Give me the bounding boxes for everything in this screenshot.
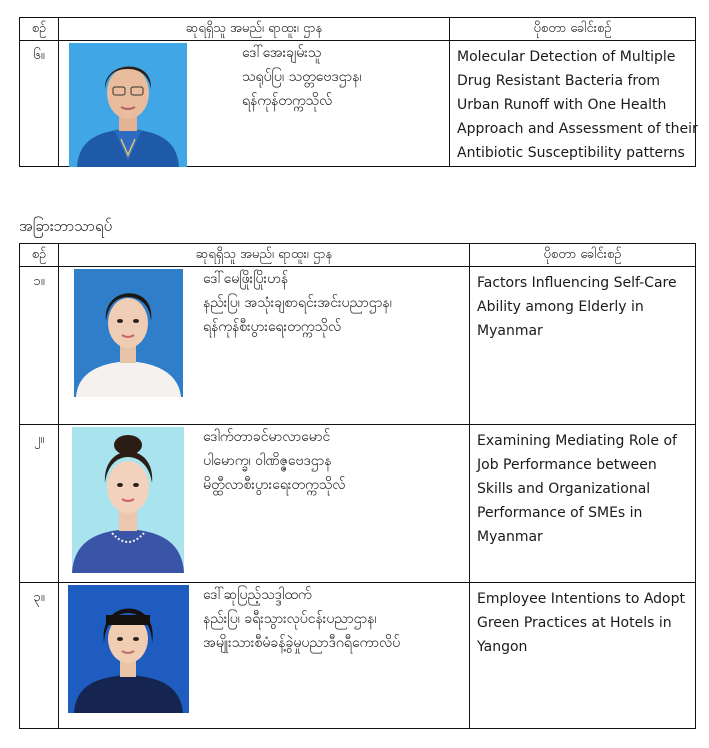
person-cell xyxy=(59,267,470,425)
person-name: ဒေါ်အေးချမ်းသူ xyxy=(242,45,322,61)
person-cell xyxy=(59,41,450,167)
person-position: သရုပ်ပြ၊ သတ္တဗေဒဌာန၊ xyxy=(242,69,362,85)
person-photo xyxy=(68,585,189,713)
person-organization: အမျိုးသားစီမံခန့်ခွဲမှုပညာဒီဂရီကောလိပ် xyxy=(203,635,401,651)
title-line: Myanmar xyxy=(477,529,543,545)
title-line: Urban Runoff with One Health xyxy=(457,97,667,113)
person-position: နည်းပြ၊ ခရီးသွားလုပ်ငန်းပညာဌာန၊ xyxy=(203,611,377,627)
title-line: Yangon xyxy=(477,639,528,655)
awards-table-2 xyxy=(19,243,696,729)
table-row xyxy=(20,41,696,167)
person-cell xyxy=(59,583,470,729)
poster-title xyxy=(470,425,696,583)
table-header-row xyxy=(20,244,696,267)
section-heading: အခြားဘာသာရပ် xyxy=(19,217,113,235)
table-row xyxy=(20,267,696,425)
title-line: Employee Intentions to Adopt xyxy=(477,591,685,607)
person-position: ပါမောက္ခ၊ ဝါဏိဇ္ဇဗေဒဌာန xyxy=(203,453,332,469)
person-organization: မိတ္ထီလာစီးပွားရေးတက္ကသိုလ် xyxy=(203,477,346,493)
person-organization: ရန်ကုန်တက္ကသိုလ် xyxy=(242,93,333,109)
header-title: ပိုစတာ ခေါင်းစဉ် xyxy=(470,244,696,267)
header-no: စဉ် xyxy=(20,244,59,267)
table-header-row xyxy=(20,18,696,41)
title-line: Examining Mediating Role of xyxy=(477,433,677,449)
row-number: ၆။ xyxy=(20,41,59,167)
row-number: ၂။ xyxy=(20,425,59,583)
title-line: Approach and Assessment of their xyxy=(457,121,698,137)
title-line: Green Practices at Hotels in xyxy=(477,615,672,631)
person-photo xyxy=(72,427,184,573)
poster-title xyxy=(470,267,696,425)
person-photo xyxy=(69,43,187,167)
row-number: ၁။ xyxy=(20,267,59,425)
row-number: ၃။ xyxy=(20,583,59,729)
person-name: ဒေါက်တာခင်မာလာမောင် xyxy=(203,429,331,445)
title-line: Performance of SMEs in xyxy=(477,505,643,521)
title-line: Myanmar xyxy=(477,323,543,339)
title-line: Molecular Detection of Multiple xyxy=(457,49,676,65)
table-row xyxy=(20,425,696,583)
title-line: Ability among Elderly in xyxy=(477,299,644,315)
header-person: ဆုရရှိသူ အမည်၊ ရာထူး၊ ဌာန xyxy=(59,18,450,41)
title-line: Antibiotic Susceptibility patterns xyxy=(457,145,685,161)
title-line: Skills and Organizational xyxy=(477,481,651,497)
header-person: ဆုရရှိသူ အမည်၊ ရာထူး၊ ဌာန xyxy=(59,244,470,267)
person-position: နည်းပြ၊ အသုံးချစာရင်းအင်းပညာဌာန၊ xyxy=(203,295,392,311)
title-line: Factors Influencing Self-Care xyxy=(477,275,677,291)
header-title: ပိုစတာ ခေါင်းစဉ် xyxy=(450,18,696,41)
poster-title xyxy=(470,583,696,729)
person-cell xyxy=(59,425,470,583)
title-line: Job Performance between xyxy=(477,457,657,473)
person-organization: ရန်ကုန်စီးပွားရေးတက္ကသိုလ် xyxy=(203,319,342,335)
person-name: ဒေါ်ဆုပြည့်သဒ္ဒါထက် xyxy=(203,587,312,603)
title-line: Drug Resistant Bacteria from xyxy=(457,73,661,89)
awards-table-1 xyxy=(19,17,696,167)
poster-title xyxy=(450,41,696,167)
table-row xyxy=(20,583,696,729)
header-no: စဉ် xyxy=(20,18,59,41)
person-name: ဒေါ်မေဖြိုးပြိုးဟန် xyxy=(203,271,289,287)
person-photo xyxy=(74,269,183,397)
